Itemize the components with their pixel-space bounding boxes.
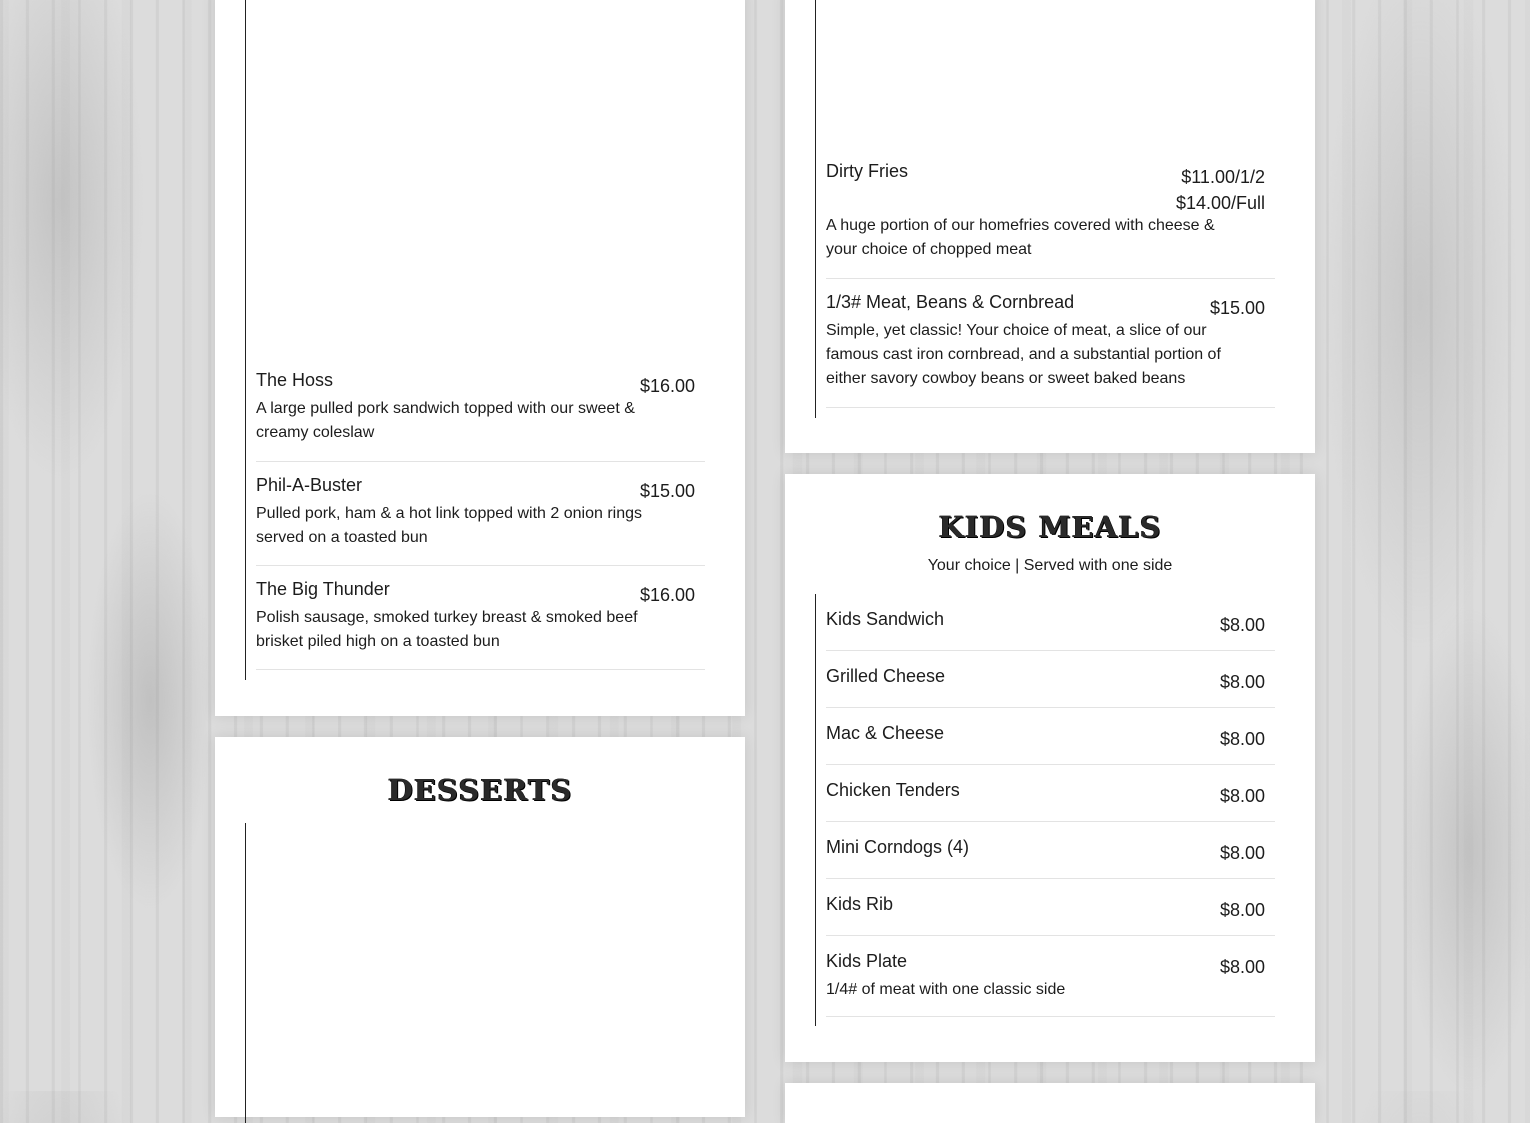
section-title-kids-meals: KIDS MEALS: [938, 510, 1162, 544]
section-title-desserts: DESSERTS: [387, 773, 573, 807]
item-name: Grilled Cheese: [826, 666, 946, 686]
item-name: 1/3# Meat, Beans & Cornbread: [826, 292, 1075, 312]
item-price: $15.00: [1209, 298, 1265, 318]
sandwiches-card: [215, 0, 745, 716]
menu-item-mac-and-cheese: [826, 723, 1275, 765]
item-name: Mac & Cheese: [826, 723, 945, 743]
menu-item-mini-corndogs: [826, 837, 1275, 879]
item-price: $8.00: [1219, 672, 1265, 692]
section-subtitle-kids-meals: Your choice | Served with one side: [927, 557, 1173, 574]
sides-card: [785, 0, 1315, 453]
kids-meals-card: [785, 474, 1315, 1062]
desserts-list: [245, 823, 706, 1123]
item-price: $15.00: [639, 481, 695, 501]
item-description: A huge portion of our homefries covered with cheese & your choice of chopped meat: [826, 217, 1215, 258]
sides-list: [815, 0, 1276, 418]
menu-item-kids-plate: [826, 951, 1275, 1017]
item-price: $8.00: [1219, 957, 1265, 977]
item-price: $8.00: [1219, 900, 1265, 920]
item-description: Polish sausage, smoked turkey breast & smoked beef brisket piled high on a toasted bun: [256, 609, 638, 650]
sandwiches-list: [245, 0, 706, 680]
menu-item-dirty-fries: [826, 161, 1275, 279]
item-name: Dirty Fries: [826, 161, 908, 181]
item-price: $8.00: [1219, 729, 1265, 749]
item-price: $16.00: [639, 585, 695, 605]
menu-item-chicken-tenders: [826, 780, 1275, 822]
menu-item-grilled-cheese: [826, 666, 1275, 708]
item-price: $8.00: [1219, 843, 1265, 863]
menu-item-meat-beans-cornbread: [826, 292, 1275, 408]
item-name: Phil-A-Buster: [256, 475, 363, 495]
desserts-card: [215, 737, 745, 1117]
menu-item-kids-sandwich: [826, 609, 1275, 651]
item-description: 1/4# of meat with one classic side: [826, 981, 1066, 998]
item-price: $11.00/1/2 $14.00/Full: [1175, 167, 1265, 213]
item-name: The Big Thunder: [256, 579, 390, 599]
menu-item-the-big-thunder: [256, 579, 705, 670]
menu-item-phil-a-buster: [256, 475, 705, 566]
item-price: $8.00: [1219, 786, 1265, 806]
item-description: Simple, yet classic! Your choice of meat, a slice of our famous cast iron cornbread, and a substantial portion of either savory cowboy beans or sweet baked beans: [826, 322, 1221, 387]
item-description: Pulled pork, ham & a hot link topped with 2 onion rings served on a toasted bun: [256, 505, 643, 546]
menu-item-the-hoss: [256, 370, 705, 462]
item-name: Kids Rib: [826, 894, 894, 914]
menu-item-kids-rib: [826, 894, 1275, 936]
next-card: [785, 1083, 1315, 1123]
item-name: The Hoss: [256, 370, 334, 390]
item-name: Kids Sandwich: [826, 609, 945, 629]
kids-meals-list: [815, 594, 1276, 1026]
item-name: Mini Corndogs (4): [826, 837, 970, 857]
item-price: $16.00: [639, 376, 695, 396]
item-description: A large pulled pork sandwich topped with our sweet & creamy coleslaw: [256, 400, 635, 441]
item-name: Kids Plate: [826, 951, 908, 971]
item-name: Chicken Tenders: [826, 780, 960, 800]
item-price: $8.00: [1219, 615, 1265, 635]
